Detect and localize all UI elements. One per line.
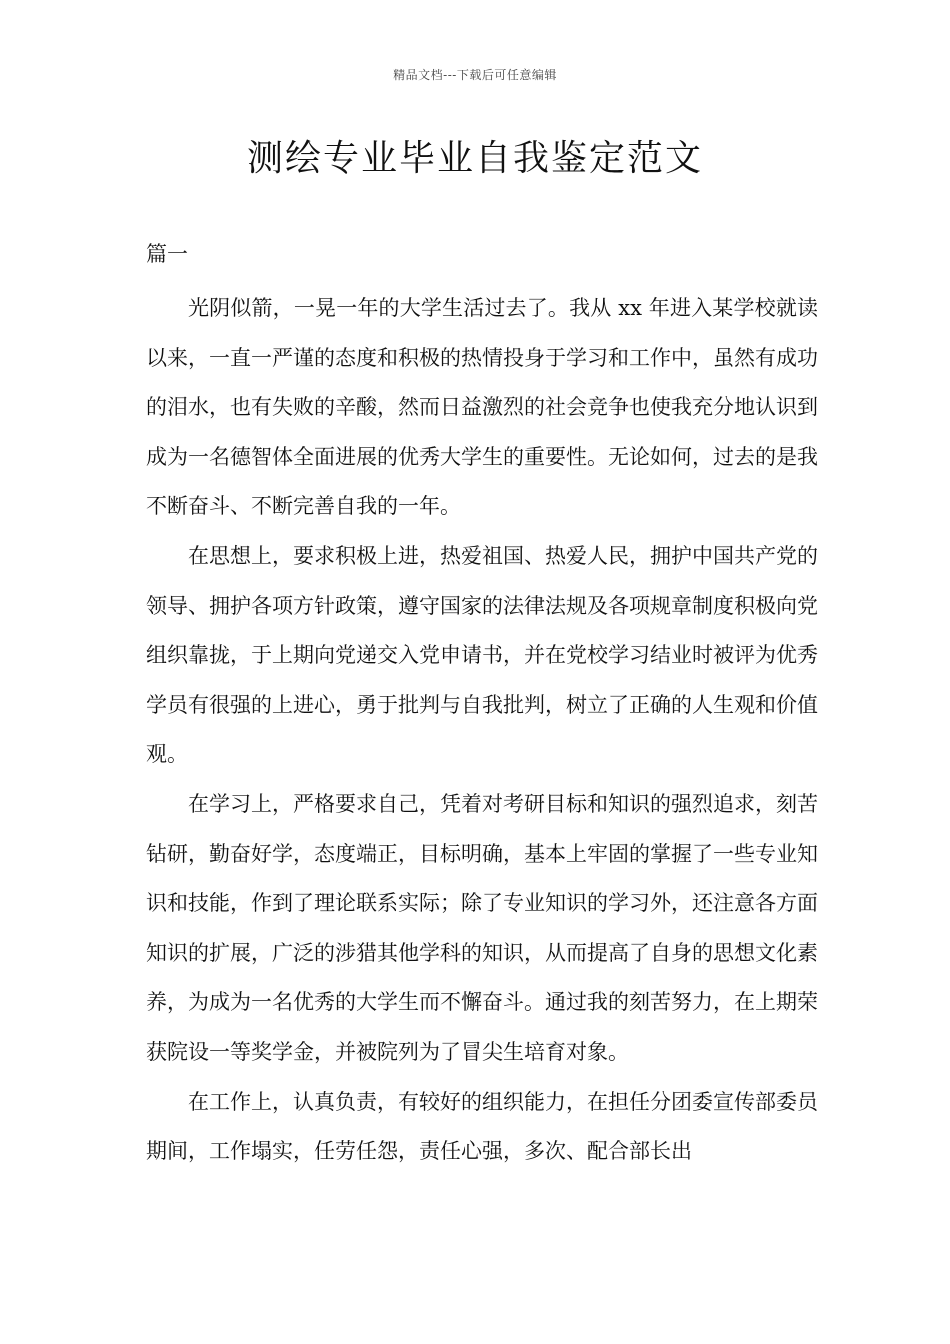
document-title: 测绘专业毕业自我鉴定范文 [246, 138, 703, 179]
paragraph: 在工作上，认真负责，有较好的组织能力，在担任分团委宣传部委员期间，工作塌实，任劳任怨，责任心强，多次、配合部长出 [146, 1089, 818, 1164]
header-note: 精品文档---下载后可任意编辑 [393, 68, 557, 82]
document-body [146, 284, 818, 1177]
paragraph: 在思想上，要求积极上进，热爱祖国、热爱人民，拥护中国共产党的领导、拥护各项方针政策，遵守国家的法律法规及各项规章制度积极向党组织靠拢，于上期向党递交入党申请书，并在党校学习结业时被评为优秀学员有很强的上进心，勇于批判与自我批判，树立了正确的人生观和价值观。 [146, 543, 818, 767]
paragraph: 光阴似箭，一晃一年的大学生活过去了。我从 xx 年进入某学校就读以来，一直一严谨的态度和积极的热情投身于学习和工作中，虽然有成功的泪水，也有失败的辛酸，然而日益激烈的社会竞争也使我充分地认识到成为一名德智体全面进展的优秀大学生的重要性。无论如何，过去的是我不断奋斗、不断完善自我的一年。 [146, 296, 818, 519]
paragraph: 在学习上，严格要求自己，凭着对考研目标和知识的强烈追求，刻苦钻研，勤奋好学，态度端正，目标明确，基本上牢固的掌握了一些专业知识和技能，作到了理论联系实际；除了专业知识的学习外，还注意各方面知识的扩展，广泛的涉猎其他学科的知识，从而提高了自身的思想文化素养，为成为一名优秀的大学生而不懈奋斗。通过我的刻苦努力，在上期荣获院设一等奖学金，并被院列为了冒尖生培育对象。 [146, 791, 818, 1064]
section-label: 篇一 [146, 242, 188, 266]
